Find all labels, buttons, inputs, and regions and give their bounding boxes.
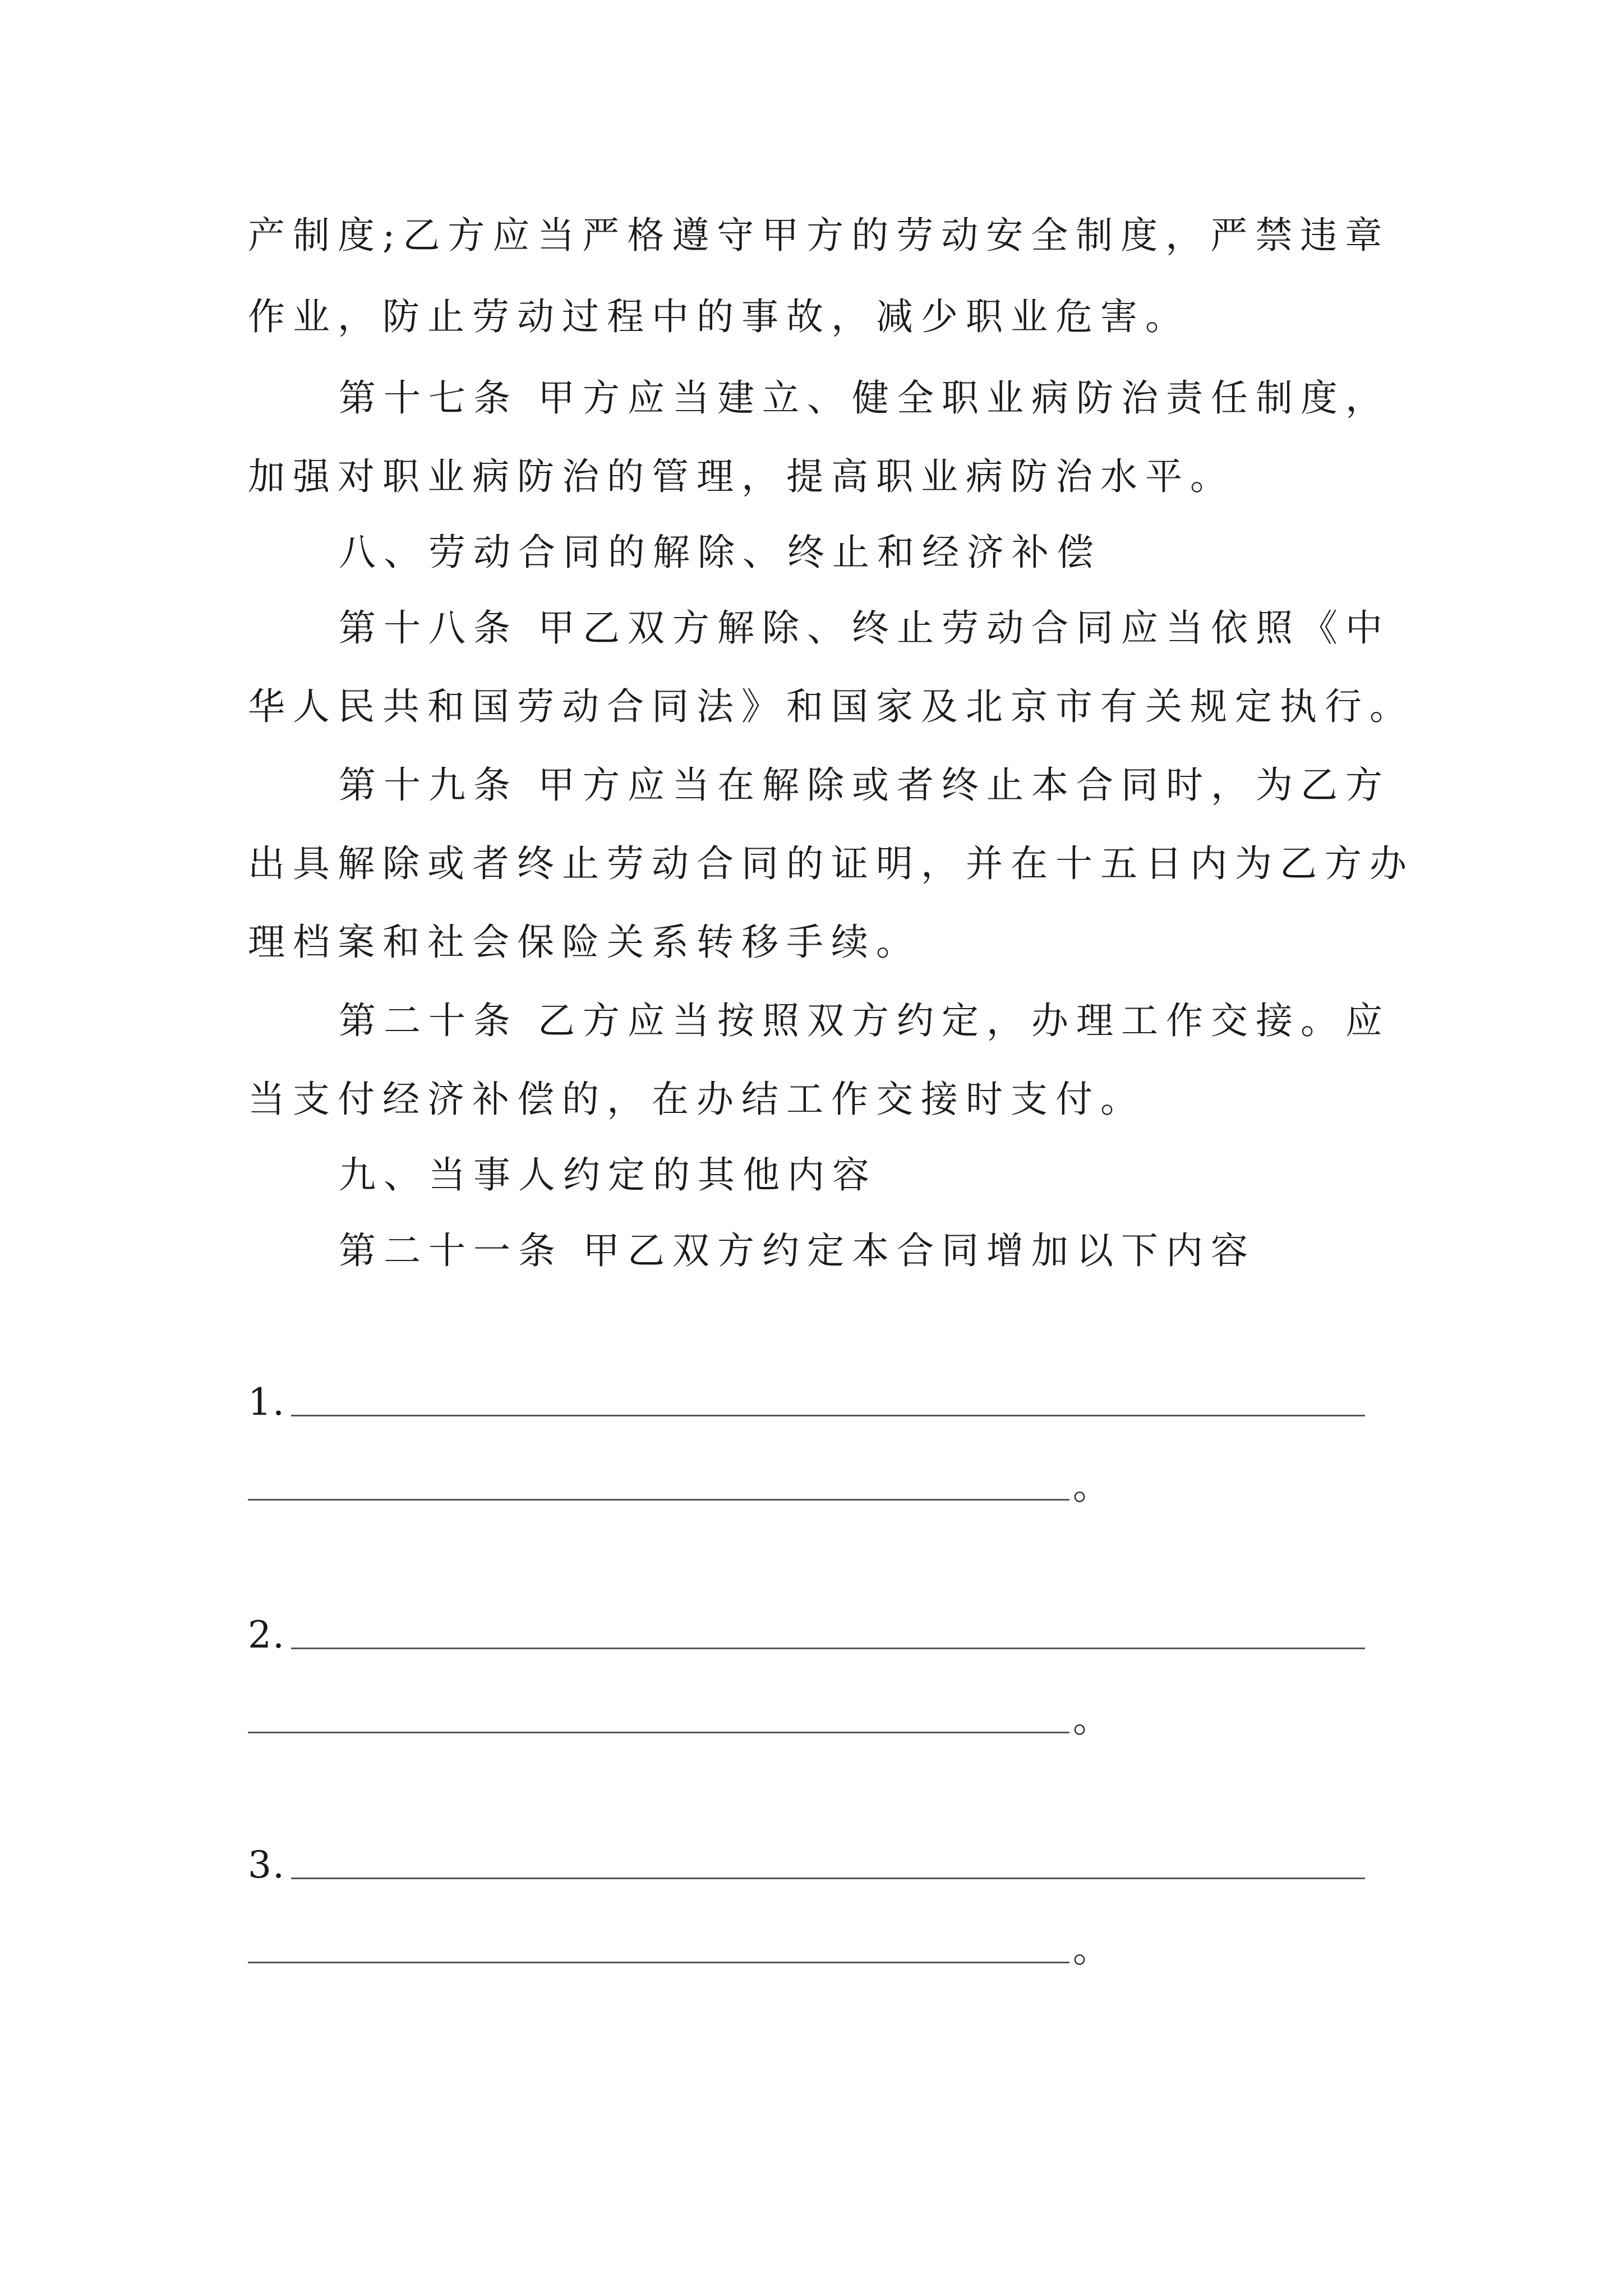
article-20-heading-line: 第二十条 乙方应当按照双方约定，办理工作交接。应 xyxy=(339,999,1390,1042)
text-line: 出具解除或者终止劳动合同的证明，并在十五日内为乙方办 xyxy=(248,842,1414,885)
fill-in-line xyxy=(248,1962,1069,1963)
article-19-heading-line: 第十九条 甲方应当在解除或者终止本合同时，为乙方 xyxy=(339,763,1390,807)
period-mark: 。 xyxy=(1073,1697,1110,1741)
blank-item-3 xyxy=(248,1840,1365,1890)
blank-item-2-continuation xyxy=(248,1694,1110,1745)
section-8-heading: 八、劳动合同的解除、终止和经济补偿 xyxy=(339,531,1101,574)
article-17-heading-line: 第十七条 甲方应当建立、健全职业病防治责任制度， xyxy=(339,376,1390,420)
item-number: 2. xyxy=(248,1613,285,1657)
blank-item-2 xyxy=(248,1610,1365,1660)
text-line: 理档案和社会保险关系转移手续。 xyxy=(248,921,921,964)
fill-in-line xyxy=(291,1415,1365,1416)
item-number: 1. xyxy=(248,1381,285,1424)
blank-item-1 xyxy=(248,1377,1365,1428)
section-9-heading: 九、当事人约定的其他内容 xyxy=(339,1153,877,1197)
text-line: 加强对职业病防治的管理，提高职业病防治水平。 xyxy=(248,455,1235,498)
period-mark: 。 xyxy=(1073,1927,1110,1971)
text-line: 产制度;乙方应当严格遵守甲方的劳动安全制度，严禁违章 xyxy=(248,214,1390,257)
item-number: 3. xyxy=(248,1843,285,1887)
fill-in-line xyxy=(291,1878,1365,1879)
fill-in-line xyxy=(248,1732,1069,1733)
text-line: 作业，防止劳动过程中的事故，减少职业危害。 xyxy=(248,295,1190,338)
article-18-heading-line: 第十八条 甲乙双方解除、终止劳动合同应当依照《中 xyxy=(339,606,1390,650)
blank-item-1-continuation xyxy=(248,1461,1110,1512)
text-line: 华人民共和国劳动合同法》和国家及北京市有关规定执行。 xyxy=(248,685,1414,728)
fill-in-line xyxy=(248,1499,1069,1501)
article-21-heading-line: 第二十一条 甲乙双方约定本合同增加以下内容 xyxy=(339,1229,1256,1272)
period-mark: 。 xyxy=(1073,1465,1110,1508)
blank-item-3-continuation xyxy=(248,1924,1110,1975)
text-line: 当支付经济补偿的，在办结工作交接时支付。 xyxy=(248,1078,1145,1121)
fill-in-line xyxy=(291,1648,1365,1649)
